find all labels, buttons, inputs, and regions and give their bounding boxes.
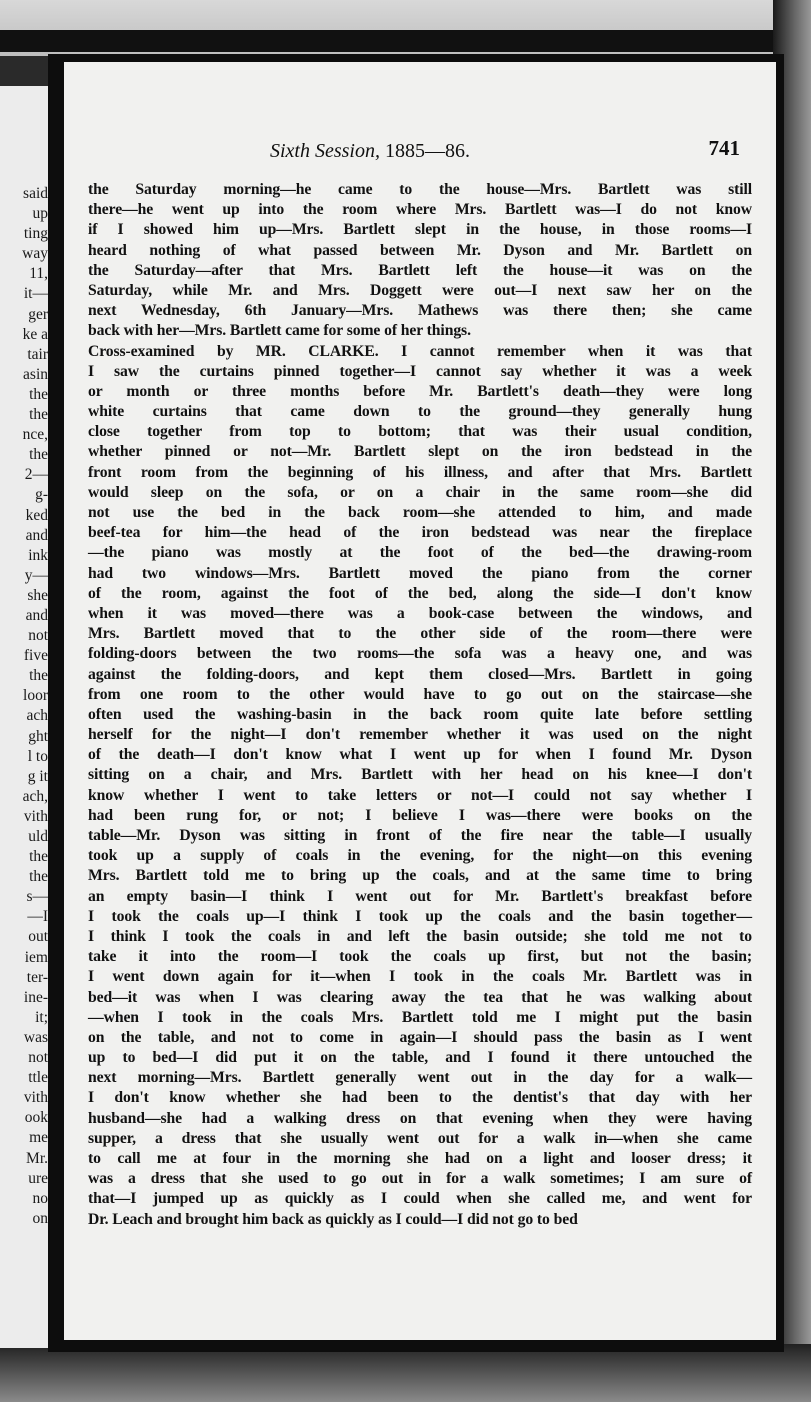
facing-line-fragment: she xyxy=(27,586,48,604)
text-line: on the table, and not to come in again—I should pass the basin as I went xyxy=(88,1028,752,1046)
text-line: I went down again for it—when I took in the coals Mr. Bartlett was in xyxy=(88,968,752,986)
text-line: Cross-examined by MR. CLARKE. I cannot remember when it was that xyxy=(88,342,752,360)
text-line: was a dress that she used to go out in for a walk sometimes; I am sure of xyxy=(88,1170,752,1188)
text-line: —when I took in the coals Mrs. Bartlett told me I might put the basin xyxy=(88,1008,752,1026)
facing-line-fragment: said xyxy=(23,185,48,202)
text-line: that—I jumped up as quickly as I could when she called me, and went for xyxy=(88,1190,752,1208)
text-line: had been rung for, or not; I believe I was—there were books on the xyxy=(88,806,752,824)
facing-line-fragment: —I xyxy=(27,908,48,926)
facing-line-fragment: y— xyxy=(24,566,48,584)
text-line: husband—she had a walking dress on that evening when they were having xyxy=(88,1109,752,1127)
scan-bottom-margin xyxy=(0,1344,811,1402)
facing-line-fragment: ook xyxy=(24,1109,48,1127)
text-line: front room from the beginning of his illness, and after that Mrs. Bartlett xyxy=(88,463,752,481)
facing-line-fragment: 2— xyxy=(24,466,48,484)
facing-line-fragment: tair xyxy=(27,345,48,363)
facing-line-fragment: ger xyxy=(28,305,48,323)
running-title: Sixth Session, xyxy=(270,140,380,162)
text-line: up to bed—I did put it on the table, and I found it there untouched the xyxy=(88,1049,752,1067)
facing-line-fragment: five xyxy=(23,647,48,665)
text-line: took up a supply of coals in the evening, for the night—on this evening xyxy=(88,847,752,865)
page-number: 741 xyxy=(708,136,740,160)
text-line: next morning—Mrs. Bartlett generally went out in the day for a walk— xyxy=(88,1069,752,1087)
text-line: had two windows—Mrs. Bartlett moved the piano from the corner xyxy=(88,564,752,582)
facing-line-fragment: the xyxy=(29,446,48,464)
facing-line-fragment: nce, xyxy=(22,426,48,444)
facing-page-fragment xyxy=(0,86,55,1348)
text-line: close together from top to bottom; that was their usual condition, xyxy=(88,423,752,441)
facing-line-fragment: ach, xyxy=(22,787,48,805)
facing-line-fragment: on xyxy=(32,1209,48,1227)
text-line: supper, a dress that she usually went out for a walk in—when she came xyxy=(88,1129,752,1147)
text-line: I don't know whether she had been to the dentist's that day with her xyxy=(88,1089,752,1107)
text-line: against the folding-doors, and kept them closed—Mrs. Bartlett in going xyxy=(88,665,752,683)
facing-line-fragment: the xyxy=(29,848,48,866)
facing-line-fragment: ine- xyxy=(23,988,48,1006)
facing-line-fragment: the xyxy=(29,406,48,424)
text-line: sitting on a chair, and Mrs. Bartlett with her head on his knee—I don't xyxy=(88,766,752,784)
scan-top-shadow xyxy=(0,30,811,52)
facing-line-fragment: and xyxy=(25,606,48,624)
facing-line-fragment: ting xyxy=(23,225,48,243)
text-line: I saw the curtains pinned together—I cannot say whether it was a week xyxy=(88,362,752,380)
text-line: if I showed him up—Mrs. Bartlett slept in the house, in those rooms—I xyxy=(88,221,752,239)
facing-line-fragment: the xyxy=(29,385,48,403)
text-line: an empty basin—I think I went out for Mr. Bartlett's breakfast before xyxy=(88,887,752,905)
facing-line-fragment: iem xyxy=(24,948,48,966)
facing-line-fragment: not xyxy=(28,1049,48,1067)
facing-line-fragment: l to xyxy=(27,747,48,765)
facing-line-fragment: asin xyxy=(23,365,48,383)
text-line: of the room, against the foot of the bed, along the side—I don't know xyxy=(88,584,752,602)
text-line: I took the coals up—I think I took up the coals and the basin together— xyxy=(88,907,752,925)
facing-line-fragment: ke a xyxy=(22,325,48,343)
text-line: white curtains that came down to the ground—they generally hung xyxy=(88,403,752,421)
facing-line-fragment: ttle xyxy=(28,1069,48,1087)
facing-line-fragment: ter- xyxy=(26,968,48,986)
text-line: whether pinned or not—Mr. Bartlett slept on the iron bedstead in the xyxy=(88,443,752,461)
text-line: Dr. Leach and brought him back as quickly as I could—I did not go to bed xyxy=(88,1210,578,1228)
facing-line-fragment: g it xyxy=(27,767,48,785)
text-line: bed—it was when I was clearing away the tea that he was walking about xyxy=(88,988,752,1006)
text-line: would sleep on the sofa, or on a chair in the same room—she did xyxy=(88,483,752,501)
facing-line-fragment: 11, xyxy=(29,265,48,283)
facing-line-fragment: me xyxy=(29,1129,48,1147)
text-line: Saturday, while Mr. and Mrs. Doggett were out—I next saw her on the xyxy=(88,281,752,299)
text-line: when it was moved—there was a book-case between the windows, and xyxy=(88,604,752,622)
text-line: often used the washing-basin in the back room quite late before settling xyxy=(88,705,752,723)
facing-line-fragment: it; xyxy=(35,1008,48,1026)
text-line: Mrs. Bartlett told me to bring up the coals, and at the same time to bring xyxy=(88,867,752,885)
text-line: Mrs. Bartlett moved that to the other side of the room—there were xyxy=(88,625,752,643)
facing-line-fragment: ght xyxy=(28,727,48,745)
text-line: herself for the night—I don't remember whether it was used on the night xyxy=(88,726,752,744)
facing-line-fragment: and xyxy=(25,526,48,544)
text-line: table—Mr. Dyson was sitting in front of the fire near the table—I usually xyxy=(88,827,752,844)
facing-line-fragment: was xyxy=(23,1028,48,1046)
text-line: or month or three months before Mr. Bartlett's death—they were long xyxy=(88,382,752,400)
facing-line-fragment: no xyxy=(32,1189,48,1207)
facing-line-fragment: loor xyxy=(23,687,48,705)
facing-line-fragment: Mr. xyxy=(26,1149,48,1167)
facing-line-fragment: way xyxy=(22,245,48,263)
facing-line-fragment: the xyxy=(29,667,48,685)
text-line: not use the bed in the back room—she attended to him, and made xyxy=(88,504,752,521)
running-head xyxy=(270,140,470,163)
text-line: from one room to the other would have to go out on the staircase—she xyxy=(88,685,752,703)
running-years: 1885—86. xyxy=(380,140,470,162)
text-line: the Saturday—after that Mrs. Bartlett left the house—it was on the xyxy=(88,261,752,279)
facing-line-fragment: uld xyxy=(28,828,48,845)
text-line: beef-tea for him—the head of the iron bedstead was near the fireplace xyxy=(88,524,752,542)
facing-line-fragment: ach xyxy=(26,707,48,725)
page-header xyxy=(64,136,776,170)
facing-line-fragment: s— xyxy=(26,888,48,906)
facing-line-fragment: the xyxy=(29,868,48,886)
facing-line-fragment: out xyxy=(28,928,48,946)
text-line: back with her—Mrs. Bartlett came for some of her things. xyxy=(88,322,471,340)
facing-line-fragment: ked xyxy=(25,506,48,524)
facing-line-fragment: ure xyxy=(28,1169,48,1187)
facing-line-fragment: ink xyxy=(28,546,48,564)
facing-line-fragment: vith xyxy=(23,1089,48,1107)
facing-line-fragment: g- xyxy=(35,486,48,504)
facing-line-fragment: it— xyxy=(23,285,48,303)
testimony-text xyxy=(88,180,752,1230)
book-page xyxy=(64,62,776,1340)
facing-line-fragment: vith xyxy=(23,807,48,825)
facing-page-line-ends xyxy=(0,86,52,1229)
text-line: of the death—I don't know what I went up for when I found Mr. Dyson xyxy=(88,746,752,764)
facing-line-fragment: up xyxy=(32,205,48,223)
text-line: take it into the room—I took the coals up first, but not the basin; xyxy=(88,948,752,966)
text-line: folding-doors between the two rooms—the sofa was a heavy one, and was xyxy=(88,645,752,663)
text-line: to call me at four in the morning she had on a light and looser dress; it xyxy=(88,1150,752,1167)
text-line: heard nothing of what passed between Mr. Dyson and Mr. Bartlett on xyxy=(88,241,752,259)
facing-line-fragment: not xyxy=(28,627,48,645)
text-line: next Wednesday, 6th January—Mrs. Mathews was there then; she came xyxy=(88,302,752,320)
text-line: —the piano was mostly at the foot of the bed—the drawing-room xyxy=(88,544,752,562)
text-line: the Saturday morning—he came to the house—Mrs. Bartlett was still xyxy=(88,181,752,198)
text-line: there—he went up into the room where Mrs. Bartlett was—I do not know xyxy=(88,201,752,219)
text-line: I think I took the coals in and left the basin outside; she told me not to xyxy=(88,927,752,945)
text-line: know whether I went to take letters or not—I could not say whether I xyxy=(88,786,752,804)
